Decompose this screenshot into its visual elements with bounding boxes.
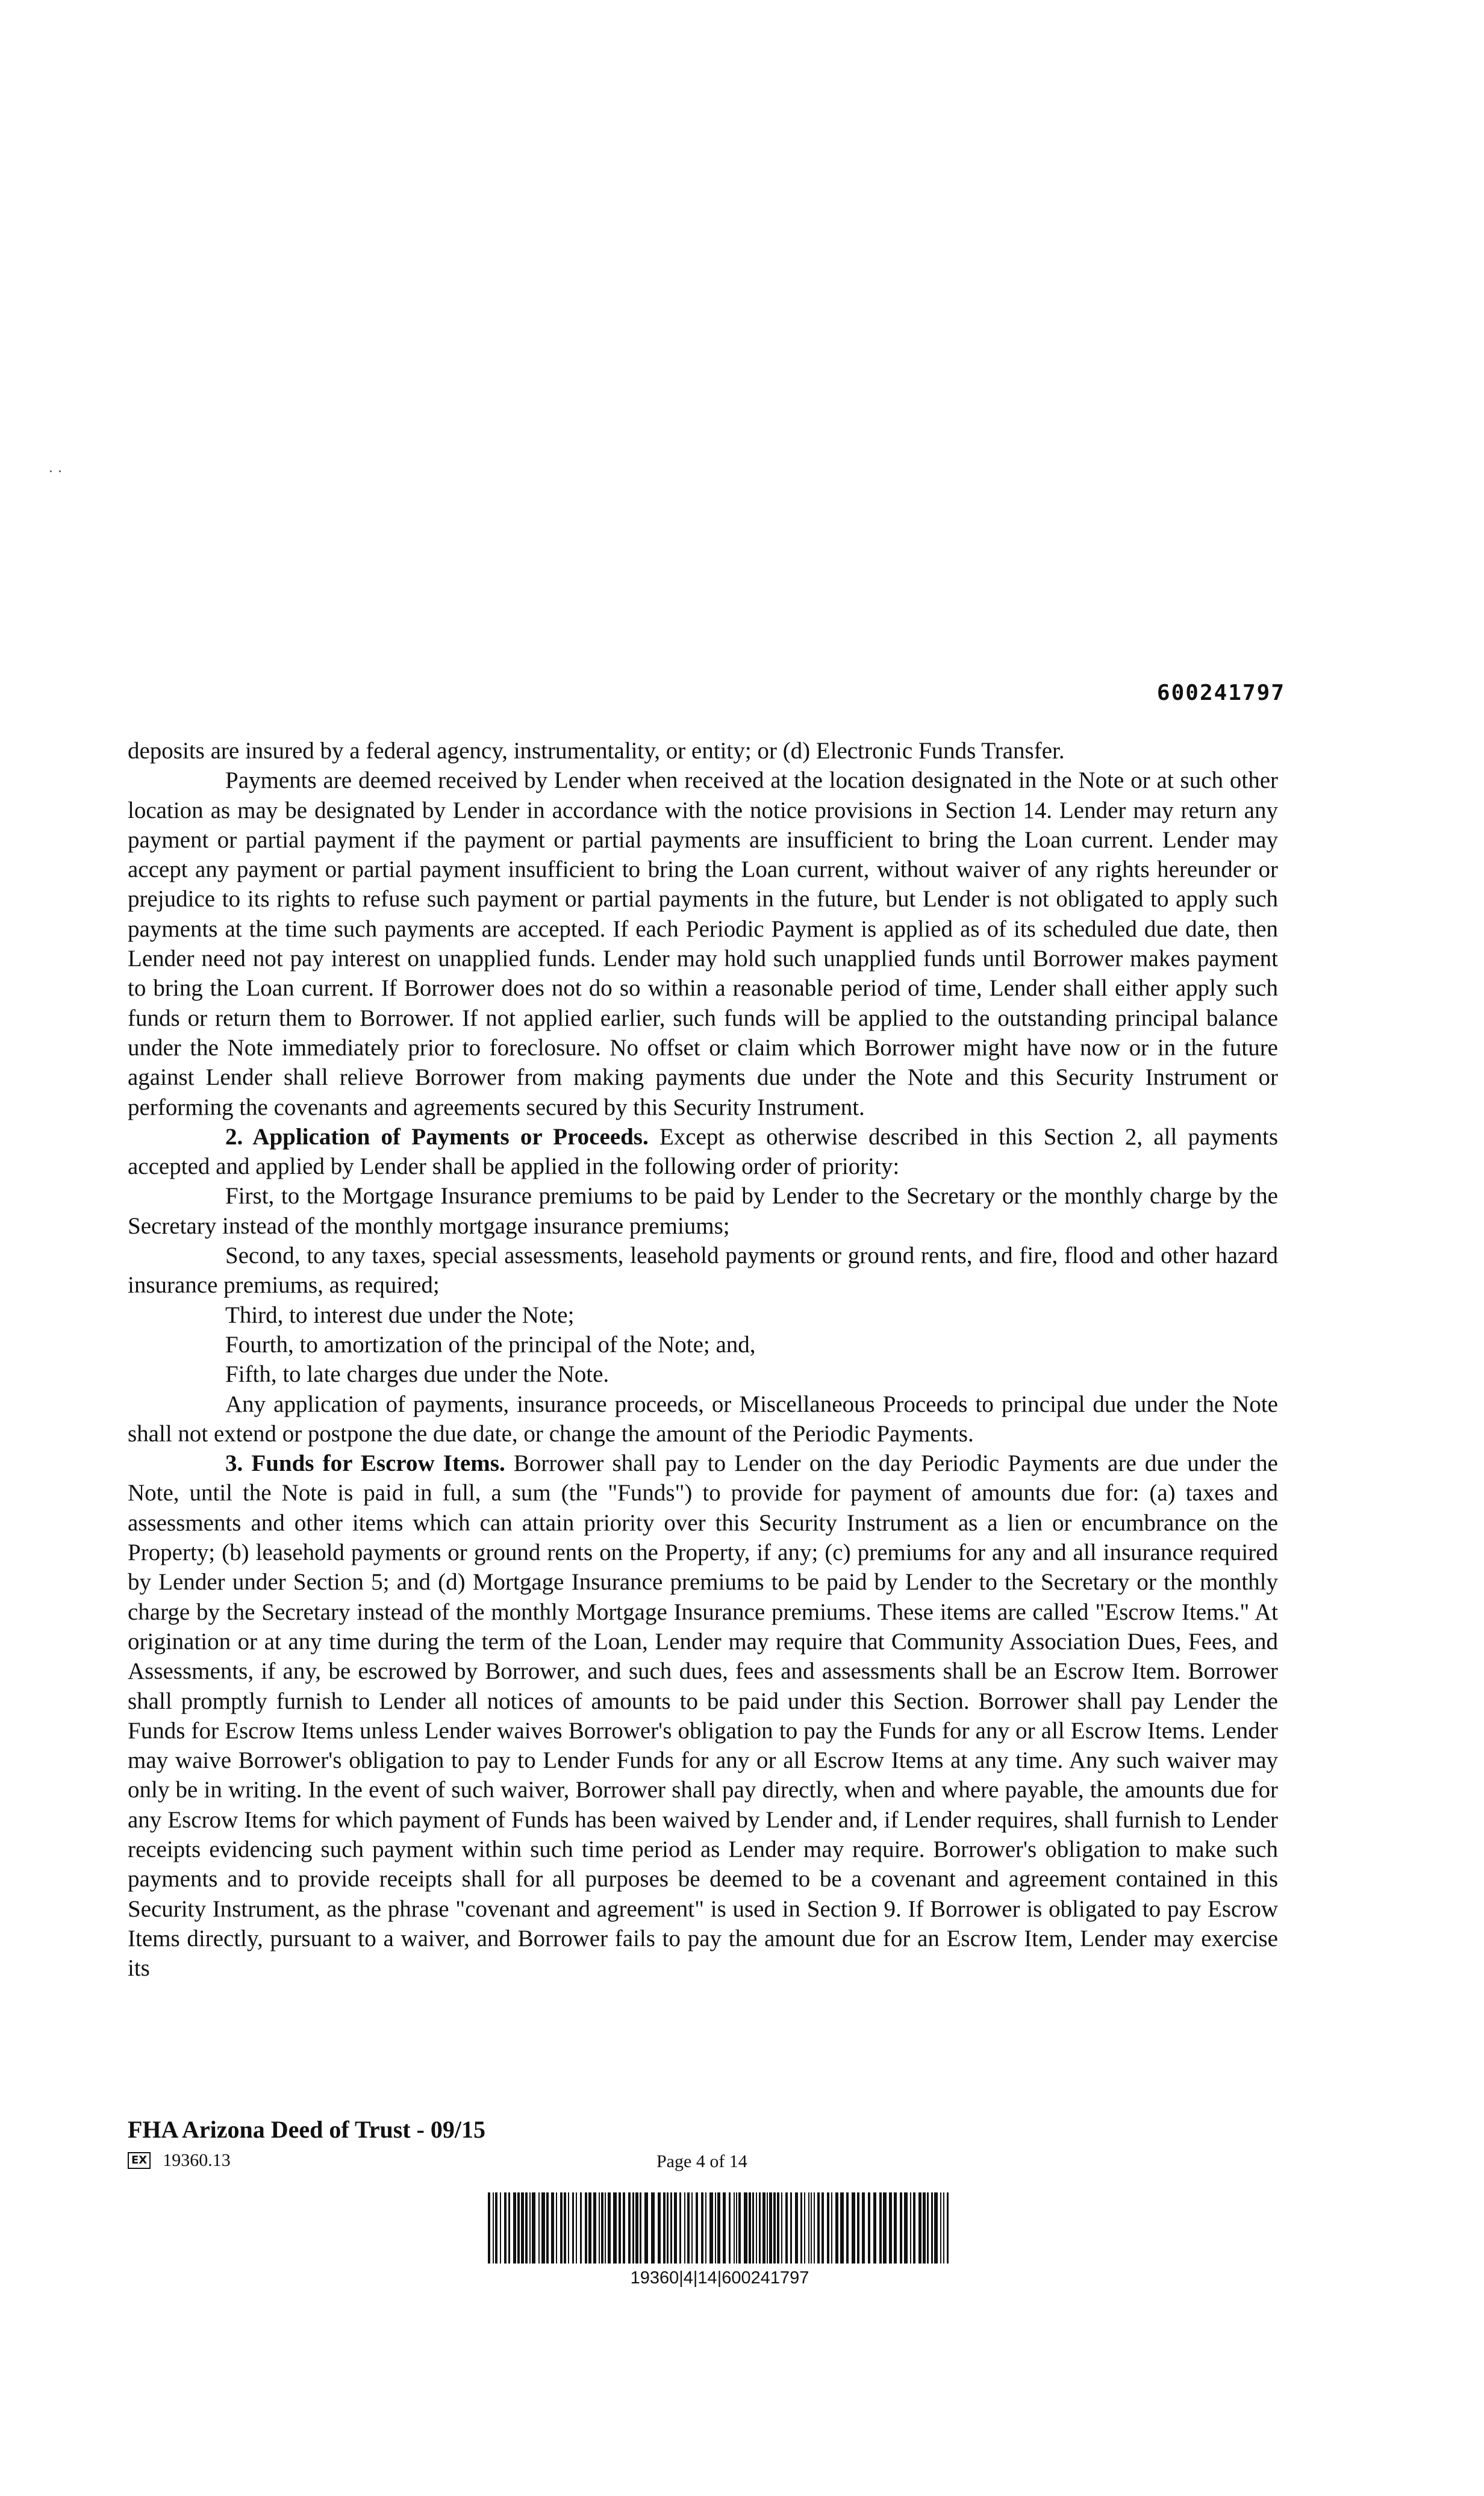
barcode-bar	[709, 2192, 713, 2264]
barcode-bar	[576, 2192, 577, 2264]
barcode-bar	[777, 2192, 779, 2264]
barcode-bar	[773, 2192, 776, 2264]
barcode-bar	[508, 2192, 510, 2264]
barcode-graphic	[488, 2192, 952, 2264]
barcode-bar	[551, 2192, 554, 2264]
barcode-bar	[756, 2192, 757, 2264]
barcode-bar	[658, 2192, 661, 2264]
barcode-bar	[762, 2192, 765, 2264]
barcode-bar	[749, 2192, 751, 2264]
barcode-bar	[862, 2192, 865, 2264]
form-number: 19360.13	[163, 2150, 231, 2170]
barcode-bar	[572, 2192, 574, 2264]
barcode-bar	[623, 2192, 625, 2264]
paragraph-text: First, to the Mortgage Insurance premiums to be paid by Lender to the Secretary or the monthly charge by the Secretary instead of the monthly mortgage insurance premiums;	[128, 1183, 1278, 1239]
paragraph	[128, 1330, 1278, 1359]
barcode-bar	[767, 2192, 768, 2264]
barcode-bar	[800, 2192, 802, 2264]
barcode-bar	[696, 2192, 698, 2264]
paragraph-text: deposits are insured by a federal agency, instrumentality, or entity; or (d) Electronic Funds Transfer.	[128, 738, 1065, 764]
section-heading: 2. Application of Payments or Proceeds.	[225, 1123, 649, 1150]
barcode-bar	[947, 2192, 949, 2264]
barcode-bar	[759, 2192, 761, 2264]
barcode-bar	[601, 2192, 603, 2264]
barcode-bar	[831, 2192, 832, 2264]
barcode-bar	[894, 2192, 897, 2264]
scan-specks: · ·	[48, 463, 63, 480]
barcode-bar	[817, 2192, 820, 2264]
barcode-bar	[873, 2192, 876, 2264]
barcode-bar	[667, 2192, 669, 2264]
paragraph	[128, 1390, 1278, 1449]
barcode-bar	[541, 2192, 545, 2264]
barcode-bar	[588, 2192, 591, 2264]
barcode-bar	[729, 2192, 731, 2264]
barcode-bar	[904, 2192, 908, 2264]
barcode-bar	[500, 2192, 501, 2264]
barcode-bar	[532, 2192, 535, 2264]
barcode-bar	[857, 2192, 859, 2264]
barcode-bar	[635, 2192, 638, 2264]
barcode-bar	[663, 2192, 666, 2264]
footer-title: FHA Arizona Deed of Trust - 09/15	[128, 2116, 486, 2143]
barcode-bar	[651, 2192, 655, 2264]
barcode-bar	[927, 2192, 929, 2264]
barcode-bar	[525, 2192, 528, 2264]
section-heading: 3. Funds for Escrow Items.	[225, 1450, 505, 1477]
barcode-bar	[705, 2192, 706, 2264]
paragraph-text: Fourth, to amortization of the principal of the Note; and,	[225, 1331, 756, 1358]
barcode-bar	[605, 2192, 606, 2264]
barcode-bar	[568, 2192, 569, 2264]
barcode-bar	[619, 2192, 621, 2264]
paragraph	[128, 1449, 1278, 1983]
barcode-caption: 19360|4|14|600241797	[630, 2268, 809, 2288]
barcode-bar	[546, 2192, 549, 2264]
barcode-bar	[493, 2192, 494, 2264]
barcode-bar	[931, 2192, 933, 2264]
barcode-bar	[580, 2192, 582, 2264]
body-text	[128, 736, 1278, 1983]
paragraph-text: Any application of payments, insurance proceeds, or Miscellaneous Proceeds to principal due under the Note shall not extend or postpone the due date, or change the amount of the Periodic Payments.	[128, 1391, 1278, 1447]
barcode-bar	[879, 2192, 882, 2264]
paragraph-text: Second, to any taxes, special assessments, leasehold payments or ground rents, and fire, flood and other hazard insurance premiums, as required;	[128, 1243, 1278, 1299]
barcode-bar	[808, 2192, 809, 2264]
barcode-bar	[644, 2192, 648, 2264]
barcode-bar	[640, 2192, 641, 2264]
paragraph	[128, 1359, 1278, 1389]
document-number: 600241797	[1156, 681, 1285, 705]
barcode-bar	[513, 2192, 516, 2264]
barcode-bar	[846, 2192, 849, 2264]
barcode-bar	[900, 2192, 902, 2264]
barcode-bar	[495, 2192, 497, 2264]
footer-form-id	[128, 2150, 231, 2171]
page-number: Page 4 of 14	[656, 2151, 747, 2171]
paragraph	[128, 736, 1278, 766]
paragraph-text: Payments are deemed received by Lender when received at the location designated in the Note or at such other location as may be designated by Lender in accordance with the notice provisions in Section 14. Lender may return any payment or partial payment if the payment or partial payments are insufficient to bring the Loan current. Lender may accept any payment or partial payment insufficient to bring the Loan current, without waiver of any rights hereunder or prejudice to its rights to refuse such payment or partial payments in the future, but Lender is not obligated to apply such payments at the time such payments are accepted. If each Periodic Payment is applied as of its scheduled due date, then Lender need not pay interest on unapplied funds. Lender may hold such unapplied funds until Borrower makes payment to bring the Loan current. If Borrower does not do so within a reasonable period of time, Lender shall either apply such funds or return them to Borrower. If not applied earlier, such funds will be applied to the outstanding principal balance under the Note immediately prior to foreclosure. No offset or claim which Borrower might have now or in the future against Lender shall relieve Borrower from making payments due under the Note and this Security Instrument or performing the covenants and agreements secured by this Security Instrument.	[128, 767, 1278, 1120]
barcode-bar	[785, 2192, 788, 2264]
barcode-bar	[628, 2192, 631, 2264]
paragraph	[128, 1181, 1278, 1241]
paragraph-text: Fifth, to late charges due under the Note.	[225, 1361, 610, 1388]
barcode-bar	[738, 2192, 741, 2264]
barcode-bar	[691, 2192, 693, 2264]
paragraph	[128, 766, 1278, 1122]
barcode-bar	[918, 2192, 921, 2264]
paragraph	[128, 1300, 1278, 1330]
barcode-bar	[632, 2192, 634, 2264]
barcode-bar	[804, 2192, 805, 2264]
barcode-bar	[814, 2192, 815, 2264]
barcode-bar	[593, 2192, 596, 2264]
barcode-bar	[613, 2192, 617, 2264]
barcode-bar	[723, 2192, 726, 2264]
barcode-bar	[752, 2192, 754, 2264]
barcode-bar	[679, 2192, 681, 2264]
form-logo-icon: EX	[128, 2152, 151, 2169]
barcode-bar	[687, 2192, 690, 2264]
barcode-bar	[883, 2192, 887, 2264]
paragraph-text: Borrower shall pay to Lender on the day Periodic Payments are due under the Note, until the Note is paid in full, a sum (the "Funds") to provide for payment of amounts due for: (a) taxes and assessments and other items which can attain priority over this Security Instrument as a lien or encumbrance on the Property; (b) leasehold payments or ground rents on the Property, if any; (c) premiums for any and all insurance required by Lender under Section 5; and (d) Mortgage Insurance premiums to be paid by Lender to the Secretary or the monthly charge by the Secretary instead of the monthly Mortgage Insurance premiums. These items are called "Escrow Items." At origination or at any time during the term of the Loan, Lender may require that Community Association Dues, Fees, and Assessments, if any, be escrowed by Borrower, and such dues, fees and assessments shall be an Escrow Item. Borrower shall promptly furnish to Lender all notices of amounts to be paid under this Section. Borrower shall pay Lender the Funds for Escrow Items unless Lender waives Borrower's obligation to pay the Funds for any or all Escrow Items. Lender may waive Borrower's obligation to pay to Lender Funds for any or all Escrow Items at any time. Any such waiver may only be in writing. In the event of such waiver, Borrower shall pay directly, when and where payable, the amounts due for any Escrow Items for which payment of Funds has been waived by Lender and, if Lender requires, shall furnish to Lender receipts evidencing such payment within such time period as Lender may require. Borrower's obligation to make such payments and to provide receipts shall for all purposes be deemed to be a covenant and agreement contained in this Security Instrument, as the phrase "covenant and agreement" is used in Section 9. If Borrower is obligated to pay Escrow Items directly, pursuant to a waiver, and Borrower fails to pay the amount due for an Escrow Item, Lender may exercise its	[128, 1450, 1278, 1982]
barcode-bar	[940, 2192, 941, 2264]
barcode-bar	[852, 2192, 855, 2264]
barcode-bar	[790, 2192, 792, 2264]
barcode-bar	[889, 2192, 892, 2264]
barcode-bar	[923, 2192, 926, 2264]
barcode-bar	[608, 2192, 611, 2264]
barcode-bar	[736, 2192, 737, 2264]
barcode-bar	[840, 2192, 844, 2264]
barcode-bar	[585, 2192, 587, 2264]
barcode-bar	[564, 2192, 566, 2264]
barcode-bar	[943, 2192, 944, 2264]
barcode-bar	[827, 2192, 829, 2264]
barcode-bar	[488, 2192, 490, 2264]
barcode-bar	[913, 2192, 915, 2264]
paragraph-text: Except as otherwise described in this Section 2, all payments accepted and applied by Lender shall be applied in the following order of priority:	[128, 1123, 1278, 1180]
barcode-bar	[599, 2192, 600, 2264]
paragraph	[128, 1241, 1278, 1300]
barcode-bar	[822, 2192, 824, 2264]
barcode-bar	[560, 2192, 563, 2264]
barcode-bar	[674, 2192, 677, 2264]
barcode-bar	[910, 2192, 911, 2264]
barcode-bar	[521, 2192, 524, 2264]
barcode-bar	[717, 2192, 720, 2264]
barcode-bar	[769, 2192, 772, 2264]
barcode-bar	[701, 2192, 703, 2264]
barcode-bar	[744, 2192, 747, 2264]
barcode-bar	[684, 2192, 685, 2264]
barcode-bar	[517, 2192, 520, 2264]
barcode-bar	[715, 2192, 716, 2264]
barcode-bar	[504, 2192, 507, 2264]
barcode-bar	[538, 2192, 540, 2264]
barcode-bar	[795, 2192, 798, 2264]
barcode-bar	[670, 2192, 672, 2264]
barcode-bar	[556, 2192, 557, 2264]
barcode-bar	[835, 2192, 838, 2264]
barcode-bar	[781, 2192, 782, 2264]
paragraph-text: Third, to interest due under the Note;	[225, 1302, 575, 1328]
barcode-bar	[529, 2192, 531, 2264]
barcode-bar	[934, 2192, 938, 2264]
barcode-bar	[811, 2192, 812, 2264]
paragraph	[128, 1122, 1278, 1182]
barcode-bar	[734, 2192, 735, 2264]
barcode-bar	[868, 2192, 870, 2264]
